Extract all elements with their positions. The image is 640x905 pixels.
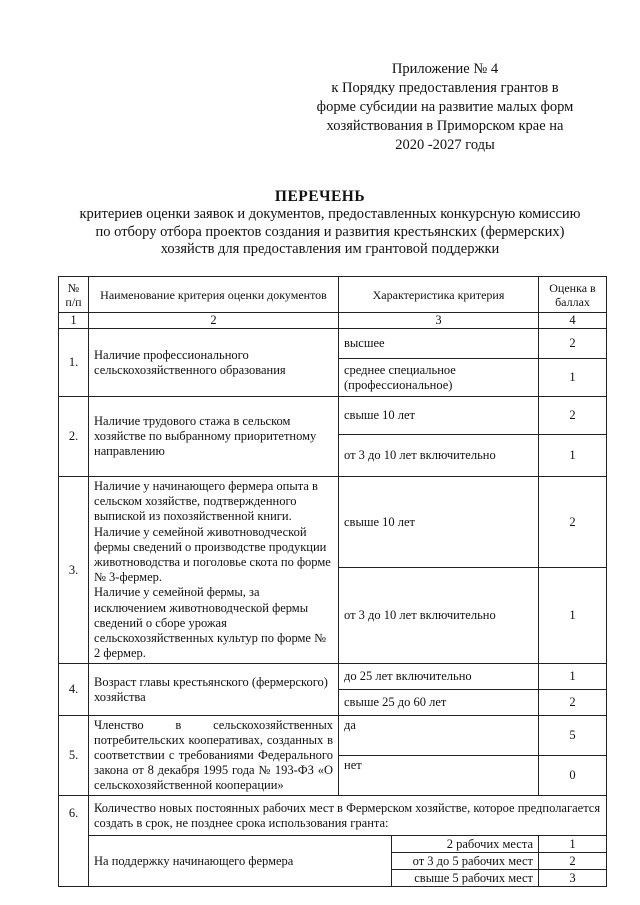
table-header-row: [59, 277, 607, 313]
table-row: [59, 796, 607, 836]
subtitle-line: критериев оценки заявок и документов, предоставленных конкурсную комиссию: [79, 206, 581, 222]
col-number: 2: [89, 313, 339, 329]
document-title: ПЕРЕЧЕНЬ: [274, 188, 366, 205]
subsection-name: На поддержку начинающего фермера: [89, 836, 392, 887]
characteristic: до 25 лет включительно: [339, 664, 539, 690]
col-number: 4: [539, 313, 607, 329]
score: 2: [539, 853, 607, 870]
score: 5: [539, 716, 607, 756]
row-num: 4.: [59, 664, 89, 716]
characteristic: свыше 10 лет: [339, 477, 539, 568]
criterion-name: Возраст главы крестьянского (фермерского) хозяйства: [89, 664, 339, 716]
score: 1: [539, 836, 607, 853]
score: 1: [539, 568, 607, 664]
appendix-line: Приложение № 4: [391, 61, 499, 77]
characteristic: свыше 25 до 60 лет: [339, 690, 539, 716]
row-num: 1.: [59, 329, 89, 397]
characteristic: нет: [339, 756, 539, 796]
score: 0: [539, 756, 607, 796]
column-number-row: [59, 313, 607, 329]
characteristic: да: [339, 716, 539, 756]
criteria-table: [58, 276, 607, 887]
criterion-name: Количество новых постоянных рабочих мест в Фермерском хозяйстве, которое предполагается создать в срок, не позднее срока использования гранта:: [89, 796, 607, 836]
score: 1: [539, 664, 607, 690]
criterion-name: Наличие трудового стажа в сельском хозяйстве по выбранному приоритетному направлению: [89, 397, 339, 477]
criterion-name: Членство в сельскохозяйственных потребительских кооперативах, созданных в соответствии с требованиями Федерального закона от 8 декабря 1995 года № 193-ФЗ «О сельскохозяйственной кооперации»: [89, 716, 339, 796]
score: 2: [539, 477, 607, 568]
appendix-line: форме субсидии на развитие малых форм: [316, 99, 574, 115]
appendix-line: к Порядку предоставления грантов в: [331, 80, 559, 96]
row-num: 6.: [59, 796, 89, 887]
row-num: 3.: [59, 477, 89, 664]
appendix-header: [300, 60, 590, 155]
col-number: 1: [59, 313, 89, 329]
row-num: 5.: [59, 716, 89, 796]
characteristic: высшее: [339, 329, 539, 359]
characteristic: от 3 до 10 лет включительно: [339, 568, 539, 664]
characteristic: свыше 5 рабочих мест: [392, 870, 539, 887]
criterion-name: Наличие у начинающего фермера опыта в сельском хозяйстве, подтвержденного выпиской из похозяйственной книги. Наличие у семейной животноводческой фермы сведений о производстве продукции животноводства и поголовье скота по форме № 3-фермер. Наличие у семейной фермы, за исключением животноводческой фермы сведений о сборе урожая сельскохозяйственных культур по форме № 2 фермер.: [89, 477, 339, 664]
score: 1: [539, 359, 607, 397]
header-characteristic: Характеристика критерия: [339, 277, 539, 313]
score: 3: [539, 870, 607, 887]
appendix-line: 2020 -2027 годы: [395, 137, 495, 153]
criterion-name: Наличие профессионального сельскохозяйственного образования: [89, 329, 339, 397]
row-num: 2.: [59, 397, 89, 477]
characteristic: среднее специальное (профессиональное): [339, 359, 539, 397]
document-subtitle: [40, 206, 620, 259]
score: 2: [539, 397, 607, 435]
characteristic: от 3 до 5 рабочих мест: [392, 853, 539, 870]
table-row: [59, 716, 607, 756]
score: 1: [539, 435, 607, 477]
characteristic: свыше 10 лет: [339, 397, 539, 435]
table-row: [59, 477, 607, 568]
subtitle-line: по отбору отбора проектов создания и развития крестьянских (фермерских): [95, 223, 565, 240]
table-row: [59, 664, 607, 690]
table-row: [59, 397, 607, 435]
characteristic: от 3 до 10 лет включительно: [339, 435, 539, 477]
table-row: [59, 329, 607, 359]
score: 2: [539, 329, 607, 359]
characteristic: 2 рабочих места: [392, 836, 539, 853]
header-num: № п/п: [59, 277, 89, 313]
col-number: 3: [339, 313, 539, 329]
score: 2: [539, 690, 607, 716]
header-name: Наименование критерия оценки документов: [89, 277, 339, 313]
subtitle-line: хозяйств для предоставления им грантовой поддержки: [160, 241, 500, 257]
table-row: [59, 836, 607, 853]
header-score: Оценка в баллах: [539, 277, 607, 313]
appendix-line: хозяйствования в Приморском крае на: [326, 118, 564, 134]
